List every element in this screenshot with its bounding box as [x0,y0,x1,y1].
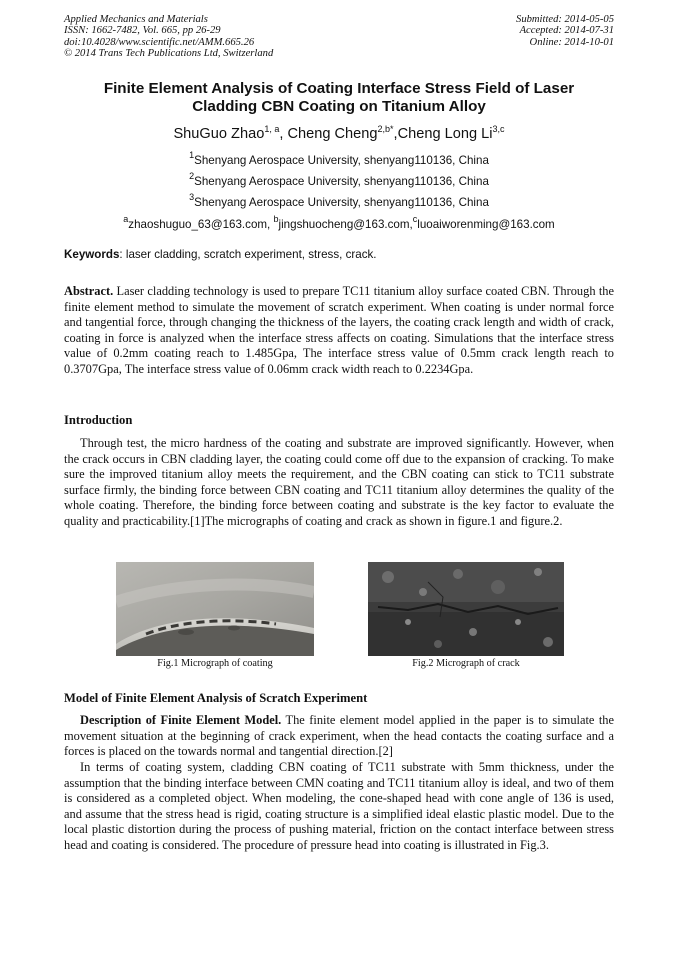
email-link[interactable]: zhaoshuguo_63@163.com, [128,218,274,231]
author-name: Cheng Cheng [287,126,378,142]
email-link[interactable]: jingshuocheng@163.com, [278,218,413,231]
affiliation-3: $^3$Shenyang Aerospace University, shenyang110136, China [189,192,489,209]
keywords-text: : laser cladding, scratch experiment, stress, crack. [119,248,377,261]
abstract-label: Abstract. [64,284,114,298]
abstract-text: Laser cladding technology is used to prepare TC11 titanium alloy surface coated CBN. Through the finite element method to simulate the movement of scratch experiment. When coating is under normal force and tangential force, through changing the thickness of the layers, the coating crack length and width of crack, coating in force is analyzed when the interface stress affects on coating. Simulations that the interface stress value of 0.2mm coating reach to 1.485Gpa, The interface stress value of 0.5mm crack length reach to 0.3707Gpa, The interface stress value of 0.06mm crack width reach to 0.2234Gpa. [64,284,614,376]
copyright-line: © 2014 Trans Tech Publications Ltd, Switzerland [64,48,274,60]
author-name: ShuGuo Zhao [173,126,265,142]
crack-micrograph [368,562,564,656]
author-superscript: 3,c [492,124,505,134]
crack-micrograph-image [368,562,564,656]
email-link[interactable]: luoaiworenming@163.com [417,218,555,231]
section-paragraph-2: In terms of coating system, cladding CBN coating of TC11 substrate with 5mm thickness, under the assumption that the binding interface between CMN coating and TC11 titanium alloy is ideal, and two of them is considered as a completed object. When modeling, the cone-shaped head with cone angle of 136 is used, and assume that the stress head is rigid, coating structure is a simplified ideal elastic plastic model. Due to the local plastic distortion during the process of pushing material, friction on the contact interface between stress head and coating is considered. The procedure of pressure head into coating is illustrated in Fig.3. [64,760,614,852]
keywords-label: Keywords [64,248,120,261]
section-heading: Model of Finite Element Analysis of Scratch Experiment [64,691,368,705]
submitted-date: Submitted: 2014-05-05 [516,14,614,25]
title-line-1: Finite Element Analysis of Coating Interface Stress Field of Laser [103,80,575,97]
journal-name: Applied Mechanics and Materials [64,14,208,25]
accepted-date: Accepted: 2014-07-31 [519,25,614,37]
doi-line: doi:10.4028/www.scientific.net/AMM.665.26 [64,36,255,48]
journal-header-right [516,14,614,48]
introduction-heading: Introduction [64,413,133,427]
author-name: Cheng Long Li [397,126,493,142]
author-list: ShuGuo Zhao$^{1, a}$, Cheng Cheng$^{2,b*}$,Cheng Long Li$^{3,c}$ [173,124,505,142]
paragraph-text: The finite element model applied in the paper is to simulate the movement situation at the beginning of crack experiment, when the head contacts the coating surface and a forces is placed on the towards normal and tangential direction.[2] [64,713,614,759]
subsection-heading: Description of Finite Element Model. [80,713,282,727]
paper-title [64,80,614,116]
abstract [64,284,614,378]
affiliation-2: $^2$Shenyang Aerospace University, shenyang110136, China [189,171,489,188]
online-date: Online: 2014-10-01 [529,36,614,48]
coating-micrograph-image [116,562,314,656]
keywords [64,248,614,261]
affiliation-1: $^1$Shenyang Aerospace University, shenyang110136, China [189,150,489,167]
author-emails: $^a$zhaoshuguo_63@163.com, $^b$jingshuocheng@163.com,$^c$luoaiworenming@163.com [123,214,555,231]
introduction-text: Through test, the micro hardness of the coating and substrate are improved significantly. However, when the crack occurs in CBN cladding layer, the coating could come off due to the expansion of cracking. To make sure the improved titanium alloy meets the requirement, and the CBN coating can stick to TC11 substrate surface firmly, the binding force between CBN coating and TC11 titanium alloy determines the quality of the whole coating. Therefore, the binding force between coating and substrate is the key factor to evaluate the quality and practicability.[1]The micrographs of coating and crack as shown in figure.1 and figure.2. [64,436,614,528]
author-superscript: 2,b* [377,124,394,134]
section-paragraph-1 [64,713,614,760]
coating-micrograph [116,562,314,656]
figure-2-caption: Fig.2 Micrograph of crack [412,658,520,669]
author-superscript: 1, a [264,124,280,134]
journal-header-left [64,14,273,60]
figure-1-caption: Fig.1 Micrograph of coating [157,658,273,669]
title-line-2: Cladding CBN Coating on Titanium Alloy [192,98,486,115]
issn-line: ISSN: 1662-7482, Vol. 665, pp 26-29 [64,25,221,37]
